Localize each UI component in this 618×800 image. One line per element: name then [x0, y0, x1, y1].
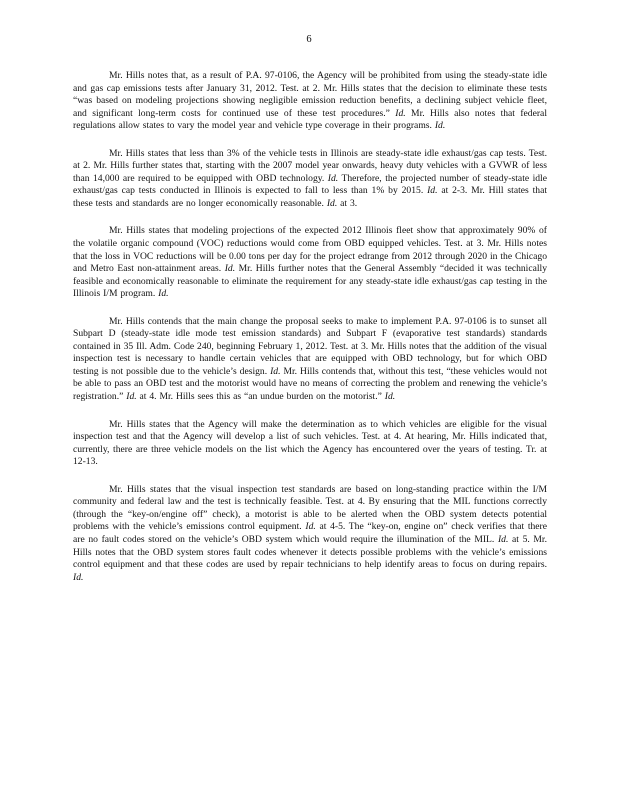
citation-id: Id. [395, 107, 406, 119]
paragraph-text: Mr. Hills also notes that federal regulations allow states to vary the model year and vehicle type coverage in their programs. [73, 107, 547, 132]
paragraph-text: at 3. [337, 197, 358, 209]
citation-id: Id. [73, 571, 84, 583]
paragraph-text: Mr. Hills contends that, without this test, “these vehicles would not be able to pass an OBD test and the motorist would have no means of correcting the problem and renewing the vehicle’s registration.” [73, 365, 547, 403]
citation-id: Id. [384, 391, 396, 403]
citation-id: Id. [327, 172, 339, 184]
paragraph [73, 148, 547, 211]
citation-id: Id. [126, 391, 137, 403]
citation-id: Id. [497, 533, 509, 545]
paragraph-text: Mr. Hills further notes that the General Assembly “decided it was technically feasible and economically reasonable to eliminate the requirement for any steady-state idle exhaust/gas cap testing in the Illinois I/M program. [73, 263, 547, 300]
paragraph-text: Mr. Hills states that the visual inspection test standards are based on long-standing practice within the I/M community and federal law and the test is technically feasible. Test. at 4. By ensuring that the MIL functions correctly (through the “key-on/engine off” check), a motorist is able to be alerted when the OBD system detects potential problems with the vehicle’s emissions control equipment. [73, 483, 547, 533]
citation-id: Id. [270, 365, 281, 377]
paragraph-text: at 4. Mr. Hills sees this as “an undue burden on the motorist.” [136, 391, 385, 403]
paragraph-text: Mr. Hills notes that, as a result of P.A. 97-0106, the Agency will be prohibited from using the steady-state idle and gas cap emissions tests after January 31, 2012. Test. at 2. Mr. Hills states that the decision to eliminate these tests “was based on modeling projections showing negligible emission reduction benefits, a declining subject vehicle fleet, and significant long-term costs for continued use of these test procedures.” [73, 70, 547, 119]
paragraph-text: Therefore, the projected number of steady-state idle exhaust/gas cap tests conducted in Illinois is expected to fall to less than 1% by 2015. [73, 172, 547, 197]
paragraph-text: Mr. Hills states that the Agency will make the determination as to which vehicles are eligible for the visual inspection test and that the Agency will develop a list of such vehicles. Test. at 4. At hearing, Mr. Hills indicated that, currently, there are three vehicle models on the list which the Agency has encountered over the years of testing. Tr. at 12-13. [73, 418, 547, 468]
citation-id: Id. [158, 288, 169, 300]
citation-id: Id. [305, 521, 316, 533]
paragraph-text: Mr. Hills contends that the main change the proposal seeks to make to implement P.A. 97-0106 is to sunset all Subpart D (steady-state idle mode test emission standards) and Subpart F (evaporative test standards) standards contained in 35 Ill. Adm. Code 240, beginning February 1, 2012. Test. at 3. Mr. Hills notes that the addition of the visual inspection test is necessary to handle certain vehicles that are equipped with OBD technology, but for which OBD testing is not possible due to the vehicle’s design. [73, 315, 547, 377]
paragraph [73, 225, 547, 300]
citation-id: Id. [224, 263, 236, 275]
paragraph [73, 70, 547, 133]
paragraph [73, 484, 547, 584]
paragraph-text: Mr. Hills states that modeling projections of the expected 2012 Illinois fleet show that approximately 90% of the volatile organic compound (VOC) reductions would come from OBD equipped vehicles. Test. at 3. Mr. Hills notes that the loss in VOC reductions will be 0.00 tons per day for the project edrange from 2012 through 2020 in the Chicago and Metro East non-attainment areas. [73, 225, 547, 275]
citation-id: Id. [434, 120, 446, 132]
citation-id: Id. [427, 185, 438, 197]
paragraph-text: at 4-5. The “key-on, engine on” check verifies that there are no fault codes stored on the vehicle’s OBD system which would require the illumination of the MIL. [73, 521, 547, 545]
citation-id: Id. [326, 197, 338, 209]
paragraph-text: at 5. Mr. Hills notes that the OBD system stores fault codes whenever it detects possible problems with the vehicle’s emissions control equipment and that these codes are used by repair technicians to help identify areas to focus on during repairs. [73, 533, 547, 571]
paragraph-text: at 2-3. Mr. Hill states that these tests and standards are no longer economically reasonable. [73, 185, 547, 209]
page-number: 6 [306, 34, 312, 45]
paragraph [73, 419, 547, 469]
paragraph-text: Mr. Hills states that less than 3% of the vehicle tests in Illinois are steady-state idle exhaust/gas cap tests. Test. at 2. Mr. Hills further states that, starting with the 2007 model year onwards, heavy duty vehicles with a GVWR of less than 14,000 are required to be equipped with OBD technology. [73, 147, 547, 184]
paragraph [73, 316, 547, 404]
document-body [73, 70, 547, 599]
